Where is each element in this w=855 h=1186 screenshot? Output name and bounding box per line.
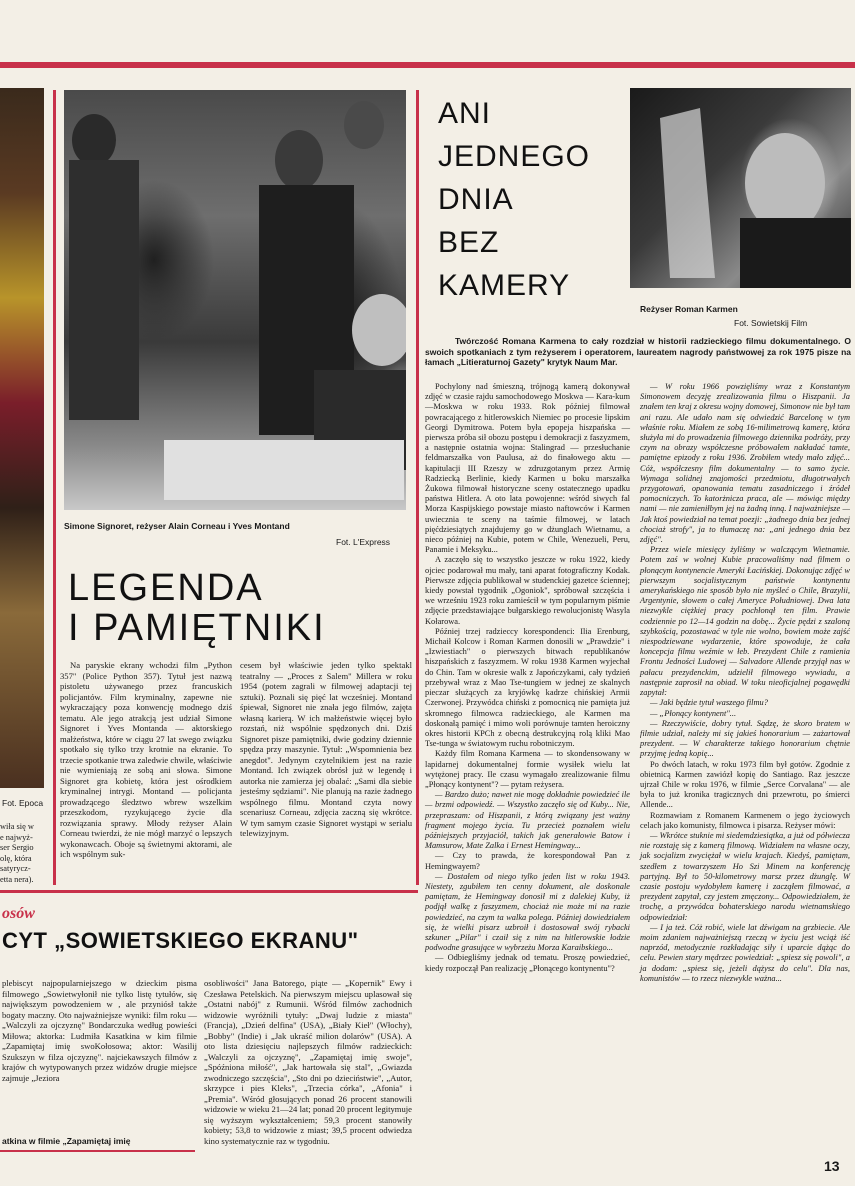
plebiscyt-caption-rule bbox=[0, 1150, 195, 1152]
column-divider-left bbox=[53, 90, 56, 885]
left-strip-text: wiła się w e najwyż- ser Sergio olę, która satyrycz- etta nera). bbox=[0, 822, 34, 884]
plebiscyt-kicker: osów bbox=[2, 905, 35, 922]
karmen-lead: Twórczość Romana Karmena to cały rozdział w historii radzieckiego filmu dokumentalnego. O swoich spotkaniach z tym reżyserem i operatorem, laureatem nagrody państwowej za rok 1975 pisze na łamach „Litieraturnoj Gazety" krytyk Naum Mar. bbox=[425, 336, 851, 368]
karmen-column-1: Pochylony nad śmieszną, trójnogą kamerą dokonywał zdjęć w czasie rajdu samochodowego Moskwa — Kara-kum—Moskwa w roku 1933. Rok później filmował powracającego z hitlerowskich Niemiec po procesie lipskim Georgi Dymitrowa. Potem była epopeja hiszpańska — pierwsza próba sił obozu postępu i demokracji z faszyzmem, a następnie ostatnia wojna: Stalingrad — przesłuchanie feldmarszałka von Paulusa, aż do finałowego aktu — kapitulacji III Rzeszy w zdruzgotanym przez Armię Radziecką Berlinie, kiedy Karmen u boku marszałka Żukowa filmował historyczne sceny ostatecznego upadku państwa Hitlera. A oto lata powojenne: wśród siwych fal Morza Kaspijskiego powstaje miasto naftowców i Karmen uwiecznia te sceny na taśmie filmowej, w latach pięćdziesiątych znajdujemy go w dżunglach Wietnamu, a nieco później na Kubie, potem w Chile, Wenezueli, Peru, Panamie i Meksyku... A zaczęło się to wszystko jeszcze w roku 1922, kiedy ojciec podarował mu mały, tani aparat fotograficzny Kodak. Pierwsze zdjęcia publikował w studenckiej gazetce ściennej; kiedy powstał tygodnik „Ogoniok", spróbował szczęścia i we wrześniu 1923 roku zamieścił w tym popularnym piśmie zdjęcie przedstawiające bułgarskiego rewolucjonistę Wasyla Kołarowa. Później trzej radzieccy korespondenci: Ilia Erenburg, Michaił Kolcow i Roman Karmen donosili w „Prawdzie" i „Izwiestiach" o pierwszych bitwach republikanów hiszpańskich z faszyzmem. W roku 1938 Karmen wyjechał do Chin. Tam w okresie walk z Japończykami, cały tydzień przebywał wraz z Mao Tse-tungiem w jednej ze skalnych pieczar służących za kryjówkę kadrze chińskiej Armii Czerwonej. Przywódca chiński z pomocnicą nie pamięta już skromnego filmowca radzieckiego, ale Karmen ma doskonałą pamięć i mimo woli porównuje tamten heroiczny okres historii KPCh z obecną destrukcyjną rolą kliki Mao Tse-tunga w światowym ruchu robotniczym. Każdy film Romana Karmena — to skondensowany w lapidarnej dokumentalnej formie wysiłek wielu lat wytężonej pracy. Ile czasu wymagało zrealizowanie filmu „Płonący kontynent"? — pytam reżysera. — Bardzo dużo; nawet nie mogę dokładnie powiedzieć ile — brzmi odpowiedź. — Wszystko zaczęło się od Kuby... Nie, przepraszam: od Hiszpanii, z którą związany jest ważny fragment mojego życia. Tu przecież poznałem wielu późniejszych przyjaciół, takich jak generałowie Batow i Mamsurow, Mate Zalka i Ernest Hemingway... — Czy to prawda, że korespondował Pan z Hemingwayem? — Dostałem od niego tylko jeden list w roku 1943. Niestety, zgubiłem ten cenny dokument, ale doskonale pamiętam, że Hemingway donosił mi z dalekiej Kuby, iż podjął walkę z faszyzmem, chociaż nie może mi na razie powiedzieć, na czym ta walka polega. Później dowiedziałem się, że wielki pisarz uzbroił i dostosował swój rybacki szkuner „Pilar" i czaił się z nim na hitlerowskie łodzie podwodne grasujące w wybrzeżu Morza Karaibskiego... — Odbiegliśmy jednak od tematu. Proszę powiedzieć, kiedy rozpoczął Pan realizację „Płonącego kontynentu"? bbox=[425, 382, 630, 973]
top-red-rule bbox=[0, 42, 855, 68]
section-divider-bottom bbox=[0, 890, 418, 893]
karmen-column-2: — W roku 1966 powzięliśmy wraz z Konstantym Simonowem decyzję zrealizowania filmu o Hiszpanii. Ja znałem ten kraj z okresu wojny domowej, Simonow nie był tam ani razu. Ale udało nam się odwiedzić Barcelonę w tym właśnie roku. Miałem ze sobą 16-milimetrową kamerę, która służyła mi do prowadzenia filmowego dziennika podróży, przy czym na obrazy współczesne próbowałem nakładać tamte, pamiętne epizody z roku 1936. Zrobiłem wtedy mało zdjęć... Cóż, współczesny film dokumentalny — to samo życie. Wymaga solidnej znajomości przedmiotu, długotrwałych przygotowań, opanowania tematu zasadniczego i źródeł pomocniczych. To katorżnicza praca, ale — mówiąc między nami — nie zamieniłbym jej na żadną inną. I najważniejsze — Jak ktoś powiedział na temat poezji: „żadnego dnia bez jednej chociaż strofy", ja to tłumaczę na: „ani jednego dnia bez zdjęć". Przez wiele miesięcy żyliśmy w walczącym Wietnamie. Potem zaś w wolnej Kubie pracowaliśmy nad filmem o płonącym kontynencie Ameryki Łacińskiej. Dokonując zdjęć w pierwszym socjalistycznym państwie kontynentu amerykańskiego nie sposób było nie myśleć o Chile, Brazylii, Argentynie, słowem o całej Ameryce Południowej. Dwa lata niezwykle ciężkiej pracy pochłonął ten film. Prawie codziennie po 12—14 godzin na dobę... Życie pędzi z szaloną szybkością, pozostawać w tyle nie wolno, bowiem może zajść niespodziewane wydarzenie, które spowoduje, że cała koncepcja filmu weźmie w łeb. Prezydent Chile z ramienia Frontu Jedności Ludowej — Salvadore Allende przyjął nas w pałacu prezydenckim, udzielił filmowego wywiadu, a następnie zaprosił na obiad. W toku nieoficjalnej pogawędki zapytał: — Jaki będzie tytuł waszego filmu? — „Płonący kontynent"... — Rzeczywiście, dobry tytuł. Sądzę, że skoro bratem w filmie udział, należy mi się jakieś honorarium — zażartował prezydent. — W charakterze takiego honorarium chętnie przyjmę jedną kopię... Po dwóch latach, w roku 1973 film był gotów. Zgodnie z obietnicą Karmen zawiózł kopię do Santiago. Raz jeszcze ujrzał Chile w roku 1976, w filmie „Serce Corvalana" — ale była to już kronika tragicznych dni przewrotu, po śmierci Allende... Rozmawiam z Romanem Karmenem o jego życiowych celach jako komunisty, filmowca i pisarza. Reżyser mówi: — Wkrótce stuknie mi siedemdziesiątka, a już od półwieczа nie rozstaję się z kamerą filmową. Widziałem na własne oczy, jak socjalizm zwyciężał w wielu krajach. Kiedyś, pamiętam, szedłem z towarzyszem Ho Szi Minem na konferencję partyjną. Był to 50-kilometrowy marsz przez dżunglę. W czasie postoju wydobyłem kamerę i zacząłem filmować, a prezydent zapytał, czy jestem zmęczony... Odpowiedziałem, że trochę, a przywódca bohaterskiego narodu wietnamskiego odpowiedział: — I ja też. Cóż robić, wiele lat dźwigam na grzbiecie. Ale moim zdaniem najważniejszą rzeczą w życiu jest wciąż iść naprzód, metodycznie rozkładając siły i uparcie dążąc do celu. Pewien stary mędrzec powiedział: „spiesz się powoli", a ja dodam: „spiesz się, jeżeli dążysz do celu". Dla nas, komunistów — to rzecz niezwykle ważna... bbox=[640, 382, 850, 983]
plebiscyt-caption: atkina w filmie „Zapamiętaj imię bbox=[2, 1136, 131, 1146]
column-divider-center bbox=[416, 90, 419, 885]
signoret-corneau-montand-photo bbox=[64, 90, 406, 510]
plebiscyt-column-1: plebiscyt najpopularniejszego w dzieckim pisma filmowego „Sowietwyłonił nie tylko listę tytułów, się największym powodzeniem w , ale przyniósł także bogaty maczny. Oto najważniejsze wyniki: film roku — „Walczyli za ojczyznę" Bondarczuka według powieści Miłowa; aktorka: Ludmiła Kasatkina w kim filmie „Zapamiętaj imię swoKołosowa; aktor: Wasilij Szukszyn w filza ojczyznę". najciekawszych filmów z krajów ch wytypowanych przez widzów drugie miejsce zajmuje „Jeziora bbox=[2, 978, 197, 1083]
karmen-photo-figure bbox=[630, 88, 851, 288]
legenda-title: LEGENDA I PAMIĘTNIKI bbox=[68, 567, 326, 649]
roman-karmen-photo bbox=[630, 88, 851, 288]
page-number: 13 bbox=[824, 1158, 840, 1174]
plebiscyt-column-2: osobliwości" Jana Batorego, piąte — „Kopernik" Ewy i Czesława Petelskich. Na pierwszym miejscu uplasował się „Ostatni nabój" z Rumunii. Wśród filmów zachodnich widzowie wyróżnili tytuły: „Dwaj ludzie z miasta" (Francja), „Dzień delfina" (USA), „Biały Kieł" (Włochy), „Bobby" (Indie) i „Jak ukraść milion dolarów" (USA). A oto lista dziesięciu najlepszych filmów radzieckich: „Walczyli za ojczyznę", „Zapamiętaj imię swoje", „Spóźniona miłość", „Jak hartowała się stal", „Gwiazda zwodniczego szczęścia", „Sto dni po dzieciństwie", „Autor, skrzypce i pies Kleks", „Trzecia córka", „Afonia" i „Premia". Wśród głosujących ponad 26 procent stanowili widzowie w wieku 21—24 lat; ponad 20 procent legitymuje się wyższym wykształceniem; 59,3 procent stanowiły kobiety; 53,8 to widzowie z miast; 39,5 procent odwiedza kino systematycznie raz w tygodniu. bbox=[204, 978, 412, 1146]
main-photo-caption: Simone Signoret, reżyser Alain Corneau i Yves Montand bbox=[64, 521, 290, 531]
karmen-photo-caption: Reżyser Roman Karmen bbox=[640, 304, 738, 314]
left-cropped-photo bbox=[0, 88, 44, 788]
legenda-column-2: cesem był właściwie jeden tylko spektakl teatralny — „Proces z Salem" Millera w roku 1954 (potem zagrali w filmowej adaptacji tej sztuki). Poznali się pięć lat wcześniej. Montand śpiewał, Signoret nie znała jego filmów, zajęta własną karierą. W ich małżeństwie więcej było rozstań, niż wspólnie spędzonych dni. Dziś Signoret pisze pamiętniki, dwie godziny dziennie spędza przy maszynie. Tytuł: „Wspomnienia bez anegdot". Jedynym czytelnikiem jest na razie Montand. Ich związek obrósł już w legendę i autorka nie zamierza jej obalać: „Sami dla siebie jesteśmy sędziami". Nie planują na razie żadnego wspólnego filmu. Montand czyta nowy scenariusz Corneau, zdjęcia zaczną się wkrótce. W tym samym czasie Signoret wystąpi w serialu telewizyjnym. bbox=[240, 660, 412, 838]
plebiscyt-title: CYT „SOWIETSKIEGO EKRANU" bbox=[2, 928, 359, 953]
left-photo-credit: Fot. Epoca bbox=[2, 798, 44, 808]
karmen-photo-credit: Fot. Sowietskij Film bbox=[734, 318, 808, 328]
karmen-title: ANI JEDNEGO DNIA BEZ KAMERY bbox=[438, 97, 591, 302]
photo-figures bbox=[64, 90, 406, 510]
main-photo-credit: Fot. L'Express bbox=[336, 537, 391, 547]
legenda-column-1: Na paryskie ekrany wchodzi film „Python 357" (Police Python 357). Tytuł jest nazwą pistoletu używanego przez francuskich policjantów. Film kryminalny, zapewne nie wykraczający poza konwencję modnego dziś tematu. Ale jego atrakcją jest udział Simone Signoret i Yves Montanda — aktorskiego małżeństwa, które w ciągu 27 lat swego związku spotkało się tylko trzy krotnie na ekranie. To trzecie spotkanie trwa zaledwie chwile, właściwie nie wymieniają ze sobą ani słowa. Simone Signoret gra kobietę, która jest ośrodkiem kryminalnej intrygi. Montand — policjanta prowadzącego śledztwo wbrew wszelkim przeszkodom, ryzykującego życie dla rozwiązania sprawy. Młody reżyser Alain Corneau twierdzi, że nie mógł marzyć o lepszych wykonawcach. Oboje są świetnymi aktorami, ale ich wspólnym suk- bbox=[60, 660, 232, 859]
